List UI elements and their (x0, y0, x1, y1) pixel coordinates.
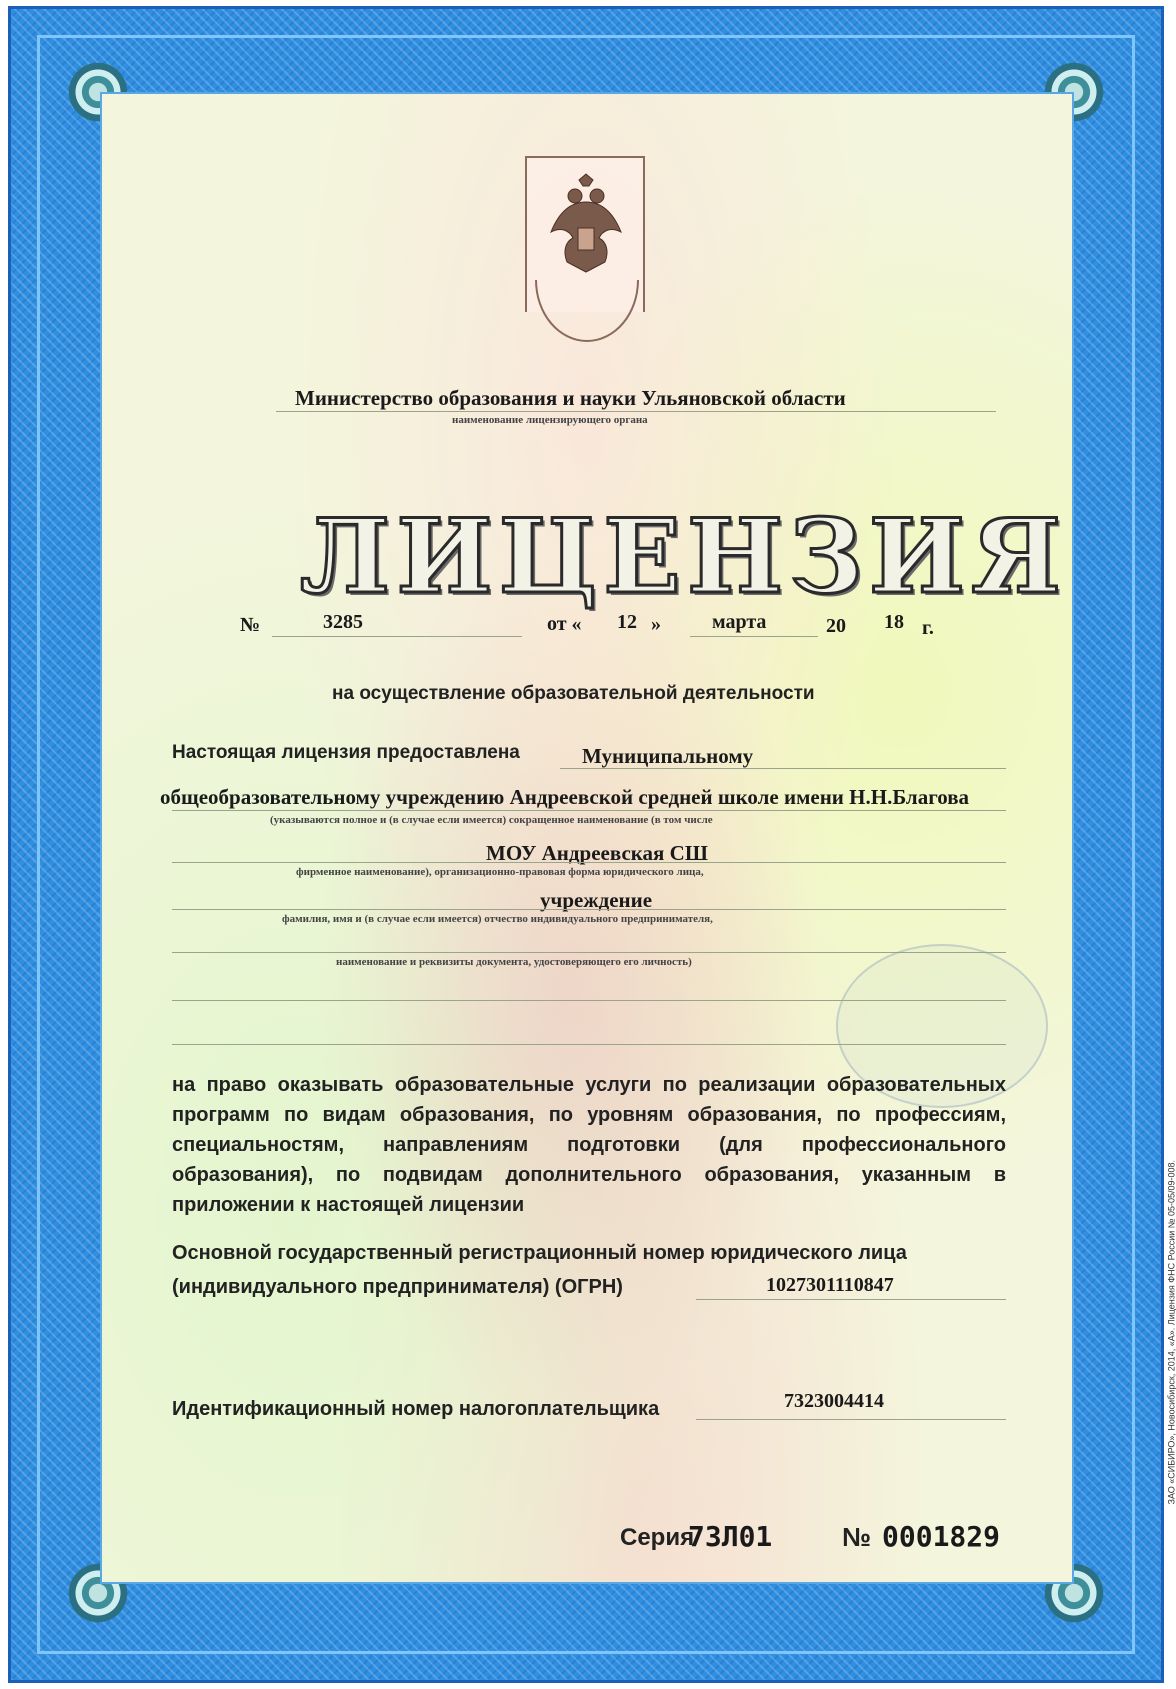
ogrn-underline (696, 1299, 1006, 1300)
authority-underline (276, 411, 996, 412)
number-label: № (240, 614, 261, 636)
coat-of-arms-shield (525, 156, 645, 312)
licensee-caption-2: фирменное наименование), организационно-правовая форма юридического лица, (296, 866, 704, 878)
licensee-name-line1: Муниципальному (582, 744, 754, 768)
licensee-underline-5 (172, 952, 1006, 953)
licensee-underline-3 (172, 862, 1006, 863)
double-headed-eagle-icon (541, 172, 631, 282)
ogrn-label-line2: (индивидуального предпринимателя) (ОГРН) (172, 1276, 623, 1298)
inn-label: Идентификационный номер налогоплательщика (172, 1398, 660, 1420)
licensee-caption-3: фамилия, имя и (в случае если имеется) отчество индивидуального предпринимателя, (282, 913, 713, 925)
date-year-label: г. (922, 617, 934, 639)
ogrn-label-line1: Основной государственный регистрационный номер юридического лица (172, 1242, 907, 1264)
number-underline (272, 636, 522, 637)
licensee-underline-2 (172, 810, 1006, 811)
licensing-authority-name: Министерство образования и науки Ульяновской области (295, 386, 846, 410)
month-underline (690, 636, 818, 637)
authority-caption: наименование лицензирующего органа (452, 414, 648, 426)
date-month: марта (712, 611, 767, 633)
series-number: 0001829 (882, 1520, 1001, 1553)
date-day: 12 (617, 611, 637, 633)
licensee-intro: Настоящая лицензия предоставлена (172, 742, 520, 763)
rights-text: на право оказывать образовательные услуги по реализации образовательных программ по видам образования, по уровням образования, по профессиям, специальностям, направлениям подготовки (для профессионального образования), по подвидам дополнительного образования, указанным в приложении к настоящей лицензии (172, 1074, 1006, 1216)
licensee-org-form: учреждение (540, 888, 653, 912)
ogrn-value: 1027301110847 (766, 1274, 894, 1296)
licensee-caption-4: наименование и реквизиты документа, удостоверяющего его личность) (336, 956, 692, 968)
document-title: ЛИЦЕНЗИЯ (300, 497, 1068, 617)
date-day-close: » (651, 613, 661, 635)
licensee-underline-1 (560, 768, 1006, 769)
date-year-prefix: 20 (826, 615, 846, 637)
date-year-suffix: 18 (884, 611, 904, 633)
licensee-short-name: МОУ Андреевская СШ (486, 841, 708, 865)
licensee-caption-1: (указываются полное и (в случае если имеется) сокращенное наименование (в том числе (270, 814, 713, 826)
license-number: 3285 (323, 611, 363, 633)
licensee-underline-7 (172, 1044, 1006, 1045)
series-label: Серия (620, 1524, 695, 1551)
license-purpose: на осуществление образовательной деятельности (332, 683, 815, 704)
series-value: 73Л01 (688, 1520, 773, 1553)
inn-underline (696, 1419, 1006, 1420)
licensee-name-line2: общеобразовательному учреждению Андреевской средней школе имени Н.Н.Благова (160, 785, 970, 809)
date-from-label: от « (547, 613, 582, 635)
series-number-label: № (842, 1522, 871, 1552)
printer-note: ЗАО «СИБИРО», Новосибирск, 2014, «А». Лицензия ФНС России № 05-05/09-008. (1166, 1160, 1176, 1505)
inn-value: 7323004414 (784, 1390, 884, 1412)
licensee-underline-6 (172, 1000, 1006, 1001)
licensee-underline-4 (172, 909, 1006, 910)
